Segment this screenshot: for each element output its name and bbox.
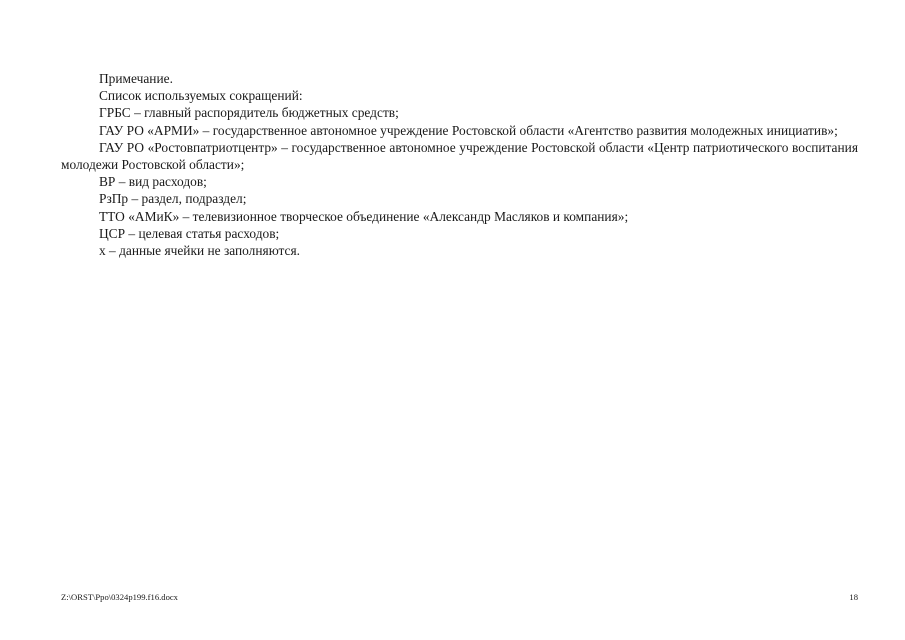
notes-section	[61, 70, 858, 259]
abbreviation-csr: ЦСР – целевая статья расходов;	[99, 225, 280, 241]
footer-page-number: 18	[849, 592, 858, 602]
abbreviation-tto-amik: ТТО «АМиК» – телевизионное творческое объединение «Александр Масляков и компания»;	[99, 208, 629, 224]
abbreviation-gau-rostovpatriotcentr: ГАУ РО «Ростовпатриотцентр» – государственное автономное учреждение Ростовской области «Центр патриотического воспитания молодежи Ростовской области»;	[61, 139, 858, 173]
abbreviation-rzpr: РзПр – раздел, подраздел;	[99, 191, 247, 207]
abbreviation-x: х – данные ячейки не заполняются.	[99, 243, 300, 259]
abbreviation-grbs: ГРБС – главный распорядитель бюджетных средств;	[99, 105, 399, 121]
note-title: Примечание.	[99, 71, 173, 86]
footer-file-path: Z:\ORST\Ppo\0324p199.f16.docx	[61, 592, 178, 602]
abbreviations-heading: Список используемых сокращений:	[99, 88, 303, 104]
abbreviation-gau-armi: ГАУ РО «АРМИ» – государственное автономное учреждение Ростовской области «Агентство развития молодежных инициатив»;	[99, 122, 838, 138]
abbreviation-vr: ВР – вид расходов;	[99, 174, 207, 190]
